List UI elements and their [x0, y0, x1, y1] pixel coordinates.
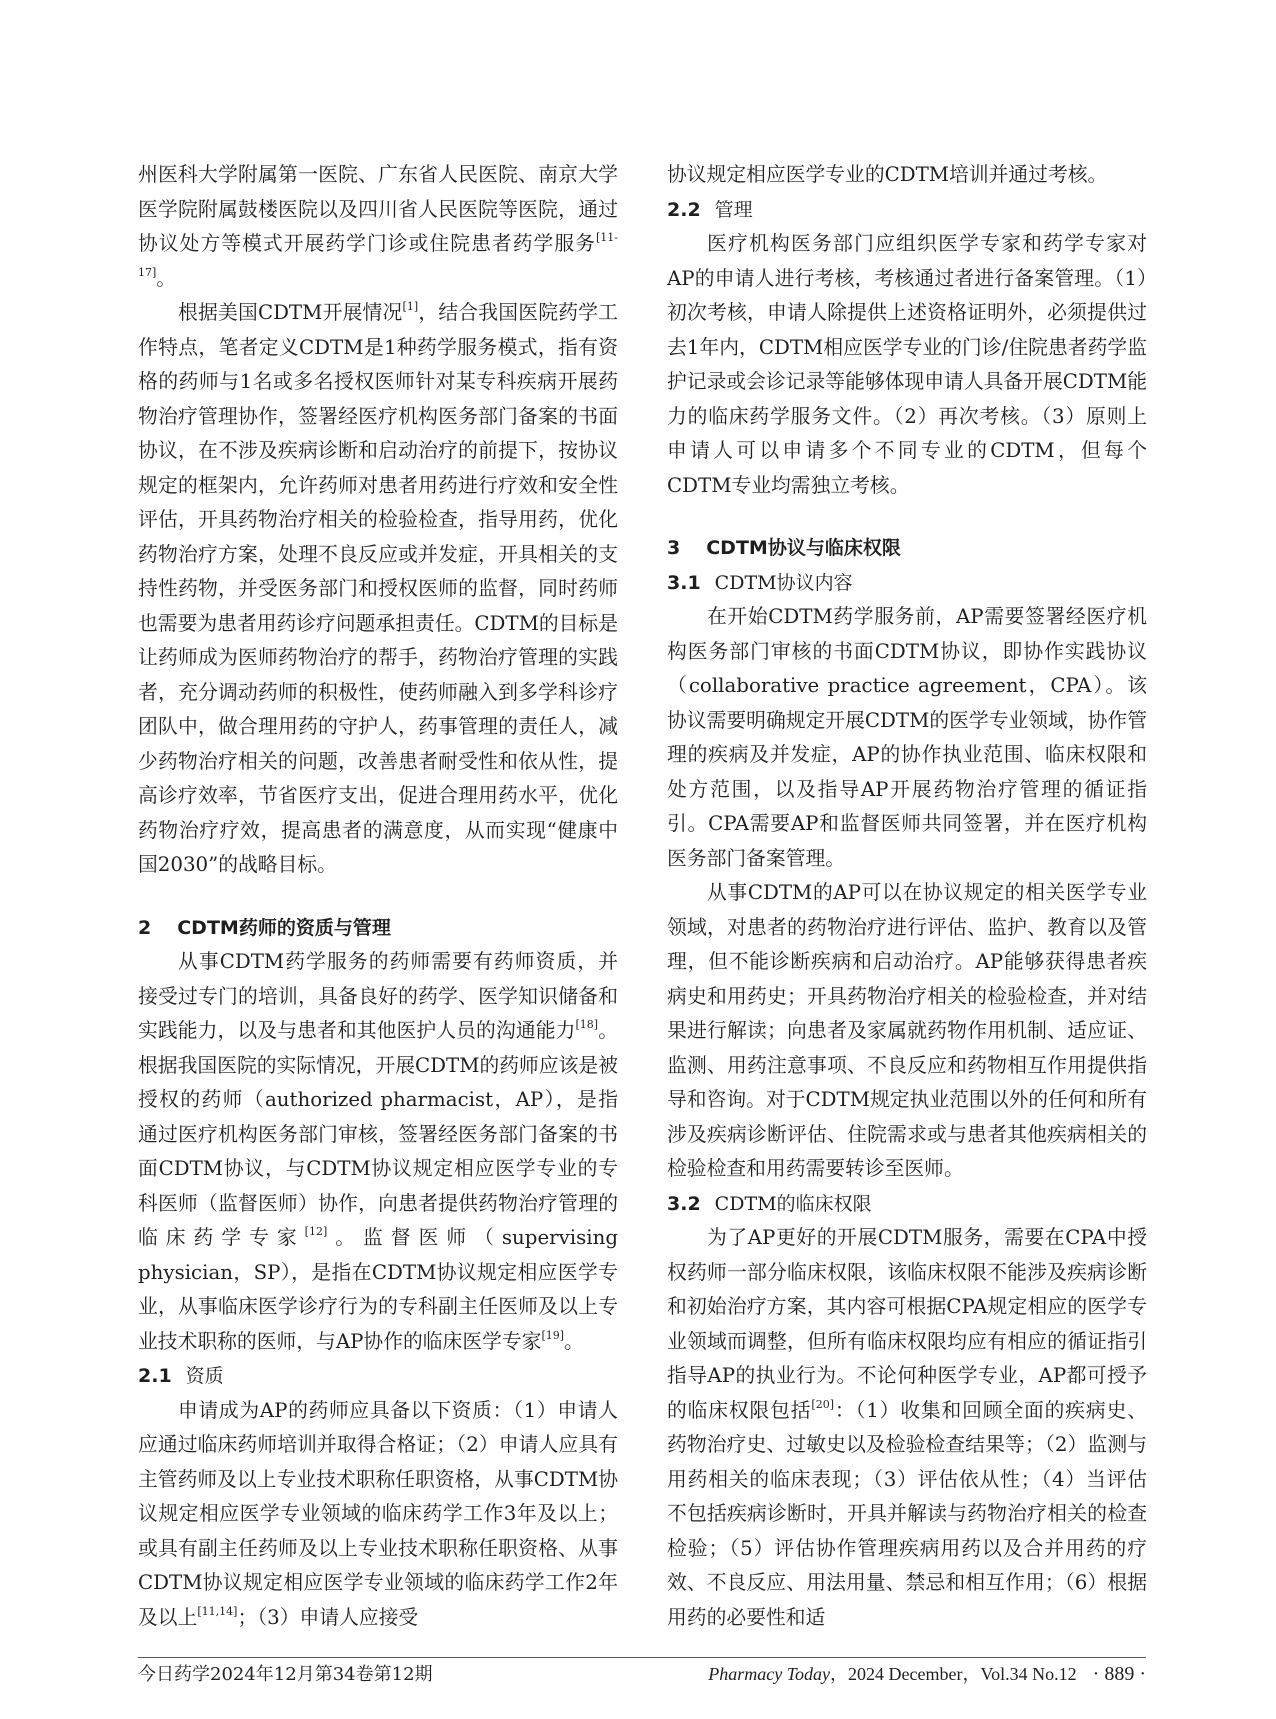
footer-journal-en [708, 1660, 1146, 1686]
subsection-heading: 3.2 CDTM的临床权限 [667, 1192, 872, 1215]
subsection-heading: 2.1 资质 [138, 1365, 224, 1387]
footer-rule [138, 1657, 1146, 1658]
subsection-heading: 2.2 管理 [667, 198, 753, 221]
paragraph: 申请成为AP的药师应具备以下资质：（1）申请人应通过临床药师培训并取得合格证；（2）申请人应具有主管药师及以上专业技术职称任职资格，从事CDTM协议规定相应医学专业领域的临床药学工作3年及以上；或具有副主任药师及以上专业技术职称任职资格、从事CDTM协议规定相应医学专业领域的临床药学工作2年及以上[11,14]；（3）申请人应接受 [138, 1398, 618, 1629]
citation: [11,14] [197, 1604, 238, 1618]
citation: [20] [811, 1397, 834, 1411]
paragraph: 从事CDTM的AP可以在协议规定的相关医学专业领域，对患者的药物治疗进行评估、监护、教育以及管理，但不能诊断疾病和启动治疗。AP能够获得患者疾病史和用药史；开具药物治疗相关的检验检查，并对结果进行解读；向患者及家属就药物作用机制、适应证、监测、用药注意事项、不良反应和药物相互作用提供指导和咨询。对于CDTM规定执业范围以外的任何和所有涉及疾病诊断评估、住院需求或与患者其他疾病相关的检验检查和用药需要转诊至医师。 [667, 881, 1147, 1180]
citation: [12] [304, 1225, 328, 1238]
subsection-heading: 3.1 CDTM协议内容 [667, 571, 853, 594]
section-heading: 3 CDTM协议与临床权限 [667, 537, 901, 559]
footer-journal-cn: 今日药学2024年12月第34卷第12期 [138, 1664, 433, 1685]
journal-issue: ，2024 December，Vol.34 No.12 [830, 1664, 1077, 1684]
paragraph: 协议规定相应医学专业的CDTM培训并通过考核。 [667, 163, 1108, 186]
page-number: · 889 · [1092, 1663, 1146, 1685]
citation: [1] [402, 300, 419, 313]
paragraph: 医疗机构医务部门应组织医学专家和药学专家对AP的申请人进行考核，考核通过者进行备案管理。（1）初次考核，申请人除提供上述资格证明外，必须提供过去1年内，CDTM相应医学专业的门诊/住院患者药学监护记录或会诊记录等能够体现申请人具备开展CDTM能力的临床药学服务文件。（2）再次考核。（3）原则上申请人可以申请多个不同专业的CDTM，但每个CDTM专业均需独立考核。 [667, 232, 1147, 497]
citation: [18] [575, 1018, 599, 1031]
left-column [138, 158, 618, 1635]
paragraph: 根据美国CDTM开展情况[1]，结合我国医院药学工作特点，笔者定义CDTM是1种药学服务模式，指有资格的药师与1名或多名授权医师针对某专科疾病开展药物治疗管理协作，签署经医疗机构医务部门备案的书面协议，在不涉及疾病诊断和启动治疗的前提下，按协议规定的框架内，允许药师对患者用药进行疗效和安全性评估，开具药物治疗相关的检验检查，指导用药，优化药物治疗方案，处理不良反应或并发症，开具相关的支持性药物，并受医务部门和授权医师的监督，同时药师也需要为患者用药诊疗问题承担责任。CDTM的目标是让药师成为医师药物治疗的帮手，药物治疗管理的实践者，充分调动药师的积极性，使药师融入到多学科诊疗团队中，做合理用药的守护人，药事管理的责任人，减少药物治疗相关的问题，改善患者耐受性和依从性，提高诊疗效率，节省医疗支出，促进合理用药水平，优化药物治疗疗效，提高患者的满意度，从而实现“健康中国2030”的战略目标。 [138, 300, 618, 876]
journal-name: Pharmacy Today [708, 1664, 831, 1684]
paragraph: 在开始CDTM药学服务前，AP需要签署经医疗机构医务部门审核的书面CDTM协议，即协作实践协议（collaborative practice agreement，CPA）。该协议需要明确规定开展CDTM的医学专业领域，协作管理的疾病及并发症，AP的协作执业范围、临床权限和处方范围，以及指导AP开展药物治疗管理的循证指引。CPA需要AP和监督医师共同签署，并在医疗机构医务部门备案管理。 [667, 605, 1147, 870]
citation: [11-17] [138, 231, 618, 279]
citation: [19] [541, 1328, 565, 1342]
paragraph: 州医科大学附属第一医院、广东省人民医院、南京大学医学院附属鼓楼医院以及四川省人民医院等医院，通过协议处方等模式开展药学门诊或住院患者药学服务[11-17]。 [138, 163, 618, 290]
paragraph: 从事CDTM药学服务的药师需要有药师资质，并接受过专门的培训，具备良好的药学、医学知识储备和实践能力，以及与患者和其他医护人员的沟通能力[18]。根据我国医院的实际情况，开展CDTM的药师应该是被授权的药师（authorized pharmacist，AP），是指通过医疗机构医务部门审核，签署经医务部门备案的书面CDTM协议，与CDTM协议规定相应医学专业的专科医师（监督医师）协作，向患者提供药物治疗管理的临床药学专家[12]。监督医师（supervising physician，SP），是指在CDTM协议规定相应医学专业，从事临床医学诊疗行为的专科副主任医师及以上专业技术职称的医师，与AP协作的临床医学专家[19]。 [138, 950, 618, 1353]
right-column [667, 158, 1147, 1635]
paragraph: 为了AP更好的开展CDTM服务，需要在CPA中授权药师一部分临床权限，该临床权限不能涉及疾病诊断和初始治疗方案，其内容可根据CPA规定相应的医学专业领域而调整，但所有临床权限均应有相应的循证指引指导AP的执业行为。不论何种医学专业，AP都可授予的临床权限包括[20]：（1）收集和回顾全面的疾病史、药物治疗史、过敏史以及检验检查结果等；（2）监测与用药相关的临床表现；（3）评估依从性；（4）当评估不包括疾病诊断时，开具并解读与药物治疗相关的检查检验；（5）评估协作管理疾病用药以及合并用药的疗效、不良反应、用法用量、禁忌和相互作用；（6）根据用药的必要性和适 [667, 1226, 1147, 1629]
section-heading: 2 CDTM药师的资质与管理 [138, 916, 391, 939]
